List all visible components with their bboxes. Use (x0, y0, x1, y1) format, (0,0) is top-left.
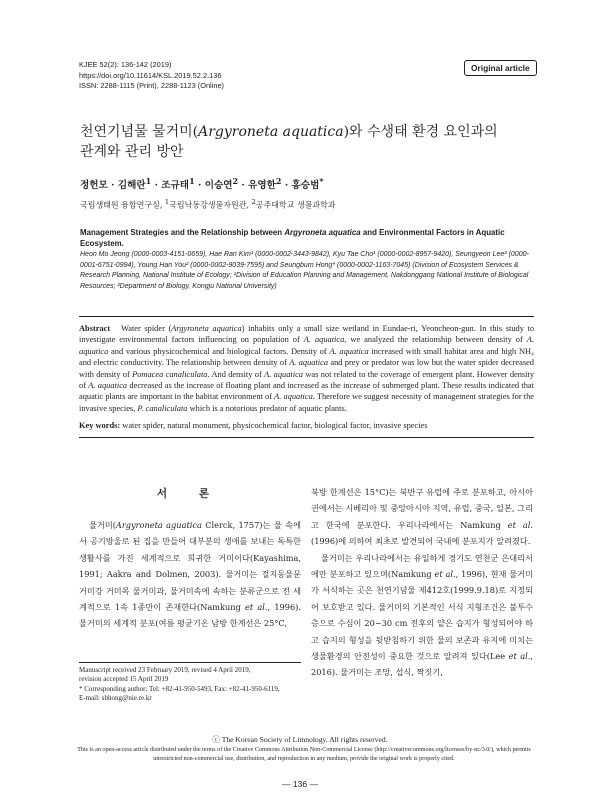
page-title (80, 122, 530, 162)
body-text: ., 1996), 현재 물거미가 서식하는 곳은 천연기념물 제412호(1999.9.18)로 지정되어 보호받고 있다. 물거미의 기본적인 서식 지형조건은 불투수층으로 수심이 20~30 cm 전후의 얕은 습지가 형성되어야 하고 습지의 형성을 뒷받침하기 위한 물의 보존과 유지에 미치는 생물환경의 안전성이 중요한 것으로 알려져 있다(Lee (311, 569, 533, 662)
abstract-text: decreased as the increase of floating plant and increased as the increase of submerged plant. These results indicated that aquatic plants are important in the habitat environment of (79, 381, 534, 402)
affiliation: 국립생태원 융합연구실, (80, 200, 163, 210)
english-affiliations: (Division of Ecosystem Services & Research Planning, National Institute of Ecology; ¹Division of Education Planning and Management, Nakdonggang National Institute of Biological Resources; ²Department of Biology, Kongju National University) (80, 261, 529, 290)
author-name: 정헌모 (80, 180, 108, 192)
author-separator: · (281, 180, 292, 192)
author-name: 유영한 (248, 180, 276, 192)
species-name: P. canaliculata (137, 403, 188, 413)
body-text: ., 2016). 물거미는 조망, 섭식, 짝짓기, (311, 651, 533, 678)
abstract-text: was not related to the coverage of emergent plant. However density of (79, 369, 535, 391)
body-text: . (1996)에 의하여 최초로 발견되어 국내에 분포지가 알려졌다. (311, 519, 534, 547)
copyright: ⓒ The Korean Society of Limnology. All rights reserved. (212, 735, 388, 744)
doi-link[interactable]: https://doi.org/10.11614/KSL.2019.52.2.136 (79, 70, 222, 80)
author-mark: 1 (189, 176, 195, 186)
author-separator: · (107, 180, 118, 192)
body-column-right (311, 484, 533, 681)
citation-etal: et al (434, 569, 454, 580)
body-text: 물거미는 우리나라에서는 유일하게 경기도 연천군 은대리서에만 분포하고 있으며(Namkung (311, 552, 533, 580)
affiliation: 국립낙동강생물자원관, (169, 200, 249, 210)
affiliation-mark: 1 (164, 198, 170, 206)
author-separator: · (238, 180, 249, 192)
footnote-email[interactable]: E-mail: sbhong@nie.re.kr (79, 694, 152, 703)
species-name: Pomacea canaliculata (132, 369, 208, 379)
abstract-text: , we analyzed the relationship between density of (344, 335, 527, 345)
abstract-box (79, 316, 534, 438)
abstract-text: and prey or predator was low but the water spider decreased with density of (79, 358, 534, 379)
english-authors: Heon Mo Jeong (0000-0003-4151-0659), Hae Ran Kim¹ (0000-0002-3443-9842), Kyu Tae Cho¹ (0000-0002-8957-9420), Seungyeon Lee² (0000-0001-6751-0994), Young Han You² (0000-0002-9039-7595) and Seungbum Hong* (0000-0002-1163-7045) (80, 251, 529, 269)
issn: ISSN: 2288-1115 (Print), 2288-1123 (Online) (79, 81, 225, 91)
paragraph (79, 517, 301, 632)
author-name: 이승연 (204, 180, 233, 192)
english-authors-block (80, 250, 530, 292)
body-text: ., 1996). 물거미의 세계적 분포(여름 평균기온 남방 한계선은 25°C, (79, 602, 301, 629)
species-name: A. aquatica (79, 335, 534, 356)
citation-etal: et al (507, 519, 531, 530)
title-part: 천연기념물 물거미( (80, 124, 199, 140)
author-mark: 1 (145, 176, 152, 186)
section-heading: 서 론 (156, 488, 224, 500)
abstract-text: Water spider ( (121, 324, 172, 333)
affiliations-kr (80, 198, 336, 211)
footnote-rule (79, 662, 301, 663)
author-name: 홍승범 (291, 180, 320, 192)
affiliation-mark: 2 (251, 198, 256, 206)
paragraph (311, 550, 533, 681)
body-text: Clerck, 1757)는 물 속에서 공기방울로 된 집을 만들어 대부분의 생애를 보내는 독특한 생활사를 가진 세계적으로 희귀한 거미이다(Kayashima, 1991; Aakra and Dolmen, 2003). 물거미는 절지동물문 거미강 거미목 물거미과, 물거미속에 속하는 분류군으로 전 세계적으로 1속 1종만이 존재한다(Namkung (79, 520, 301, 613)
body-text: 물거미( (89, 520, 116, 530)
body-column-left (79, 517, 301, 632)
footnote-line: * Corresponding author: Tel: +82-41-950-5493, Fax: +82-41-950-6119, (79, 684, 280, 693)
page-number: — 136 — (282, 779, 318, 789)
article-type-badge: Original article (464, 60, 537, 76)
author-mark: * (319, 176, 324, 186)
english-title-part: Management Strategies and the Relationship between (80, 228, 283, 237)
species-name: Argyroneta aguatica (115, 520, 202, 530)
abstract-text: . Therefore we suggest necessity of management strategies for the invasive species, (79, 392, 534, 413)
abstract-text: ) inhabits only a small size wetland in Eundae-ri, Yeoncheon-gun. In this study to investigate environmental factors influencing on population of (79, 324, 535, 345)
journal-citation: KJEE 52(2): 136-142 (2019) (79, 60, 172, 69)
abstract-text: and various physicochemical and biological factors. Density of (108, 346, 330, 356)
footnote-line: revision accepted 15 April 2019 (79, 675, 169, 684)
abstract-label: Abstract (79, 324, 111, 333)
species-name: A. aquatica (329, 346, 369, 356)
author-name: 조규태 (161, 180, 190, 192)
species-name: A. aquatica (264, 369, 303, 379)
title-species: Argyroneta aquatica (198, 124, 344, 140)
citation-etal: et al (245, 602, 265, 613)
species-name: Argyroneta aquatica (171, 324, 242, 333)
paragraph (311, 484, 533, 550)
keywords-text: water spider, natural monument, physicochemical factor, biological factor, invasive species (120, 421, 428, 431)
title-line2: 관계와 관리 방안 (80, 144, 184, 160)
abstract-text: . And density of (207, 369, 265, 379)
author-separator: · (194, 180, 205, 192)
citation-etal: et al (508, 651, 528, 662)
keywords (79, 420, 534, 431)
footnote-line: Manuscript received 23 February 2019, revised 4 April 2019, (79, 666, 251, 674)
affiliation: 공주대학교 생물과학과 (255, 200, 336, 210)
keywords-label: Key words: (79, 421, 121, 431)
species-name: A. aquatica (303, 335, 345, 345)
footnote (79, 666, 304, 704)
author-mark: 2 (232, 176, 239, 186)
body-text: 북방 한계선은 15°C)는 북반구 유럽에 주로 분포하고, 아시아권에서는 시베리아 및 중앙아시아 지역, 유럽, 중국, 일본, 그리고 한국에 분포한다. 우리나라에서는 Namkung (311, 487, 533, 530)
species-name: A. aquatica (88, 381, 128, 391)
abstract-text: increased with small habitat area and high NH₄ and electric conductivity. The relationship between density of (79, 346, 534, 368)
species-name: A. aquatica (274, 392, 313, 402)
english-title (80, 228, 530, 249)
abstract (79, 323, 534, 414)
author-name: 김해란 (117, 180, 146, 192)
species-name: A. aquatica (289, 358, 329, 368)
abstract-text: which is a notorious predator of aquatic plants. (187, 403, 347, 413)
english-title-part: and Environmental Factors in Aquatic Ecosystem. (80, 228, 505, 248)
open-access-notice: This is an open-access article distributed under the terms of the Creative Commons Attribution Non-Commercial License (http://creativecommons.org/licenses/by-nc/3.0/), which permits unrestricted non-commercial use, distribution, and reproduction in any medium, provide the original work is properly cited. (77, 747, 531, 762)
author-mark: 2 (275, 176, 282, 186)
journal-info (79, 60, 224, 92)
author-list-kr (80, 176, 324, 191)
title-part: )와 수생태 환경 요인과의 (343, 124, 498, 140)
english-title-species: Argyroneta aquatica (284, 228, 361, 237)
author-separator: · (151, 180, 162, 192)
